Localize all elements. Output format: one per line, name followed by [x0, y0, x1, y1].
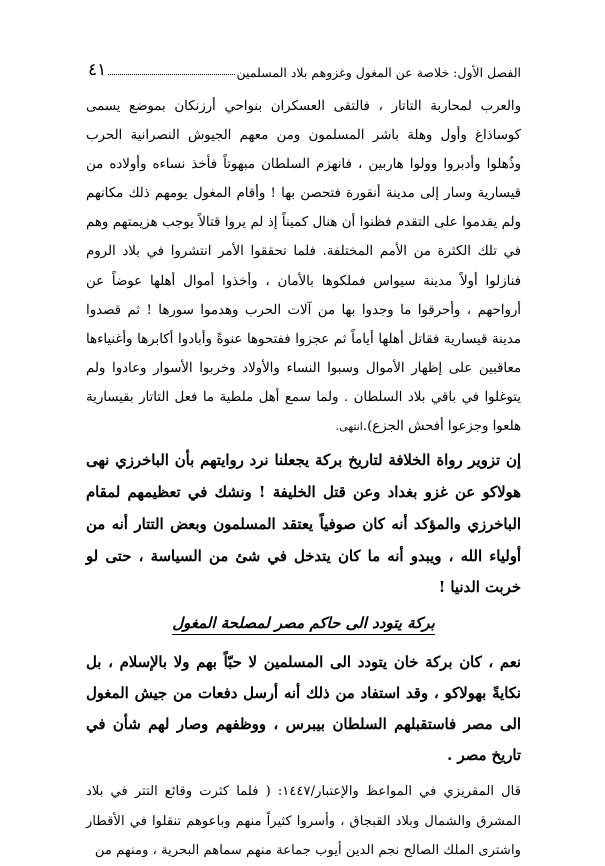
paragraph-text: والعرب لمحاربة التاتار ، فالتقى العسكران بنواحي أرزنكان بموضع يسمى كوساذاغ وأول وهلة باشر المسلمون ومن معهم الجيوش النصرانية الحرب وذُهلوا وأدبروا وولوا هاربين ، فانهزم السلطان مبهوتاً فأخذ نساءه وأولاده من قيسارية وسار إلى مدينة أنقورة فتحصن بها ! وأقام المغول يومهم ذلك مكانهم ولم يقدموا على التقدم فظنوا أن هنال كميناً إذ لم يروا قتالاً يوجب هزيمتهم وهم في تلك الكثرة من الأمم المختلفة. فلما تحققوا الأمر انتشروا في بلاد الروم فنازلوا أولاً مدينة سيواس فملكوها بالأمان ، وأخذوا أموال أهلها عوضاً عن أرواحهم ، وأحرقوا ما وجدوا بها من آلات الحرب وهدموا سورها ! ثم قصدوا مدينة قيسارية فقاتل أهلها أياماً ثم عجزوا ففتحوها عنوةً وأبادوا أكابرها وأغنياءها معاقبين على إظهار الأموال وسبوا النساء والأولاد وخربوا الأسوار وعادوا ولم يتوغلوا في باقي بلاد السلطان . ولما سمع أهل ملطية ما فعل التاتار بقيسارية هلعوا وجزعوا أفحش الجزع).: [86, 99, 521, 435]
paragraph-commentary: إن تزوير رواة الخلافة لتاريخ بركة يجعلنا نرد روايتهم بأن الباخرزي نهى هولاكو عن غزو بغداد وعن قتل الخليفة ! ونشك في تعظيمهم لمقام الباخرزي والمؤكد أنه كان صوفياً يعتقد المسلمون وبعض التتار أنه من أولياء الله ، ويبدو أنه ما كان يتدخل في شئ من السياسة ، حتى لو خربت الدنيا !: [86, 452, 521, 597]
end-note: انتهى.: [335, 420, 363, 434]
running-header: [88, 58, 521, 80]
page-number: ٤١: [88, 60, 107, 80]
chapter-title: الفصل الأول: خلاصة عن المغول وغزوهم بلاد المسلمين: [236, 65, 521, 80]
paragraph-berke: نعم ، كان بركة خان يتودد الى المسلمين لا حبّاً بهم ولا بالإسلام ، بل نكايةً بهولاكو ، وقد استفاد من ذلك أنه أرسل دفعات من جيش المغول الى مصر فاستقبلهم السلطان بيبرس ، ووظفهم وصار لهم شأن في تاريخ مصر .: [86, 654, 521, 764]
page-body: [86, 92, 521, 866]
section-heading: [86, 612, 521, 634]
paragraph-quote-continuation: [86, 92, 521, 441]
paragraph-maqrizi-quote: قال المقريزي في المواعظ والإعتبار/١٤٤٧: ( فلما كثرت وقائع التتر في بلاد المشرق والشمال وبلاد القبجاق ، وأسروا كثيراً منهم وباعوهم تنقلوا في الأقطار واشترى الملك الصالح نجم الدين أيوب جماعة منهم سماهم البحرية ، ومنهم من: [86, 784, 521, 859]
leader-dots: [108, 74, 234, 75]
section-heading-text: بركة يتودد الى حاكم مصر لمصلحة المغول: [172, 614, 435, 635]
